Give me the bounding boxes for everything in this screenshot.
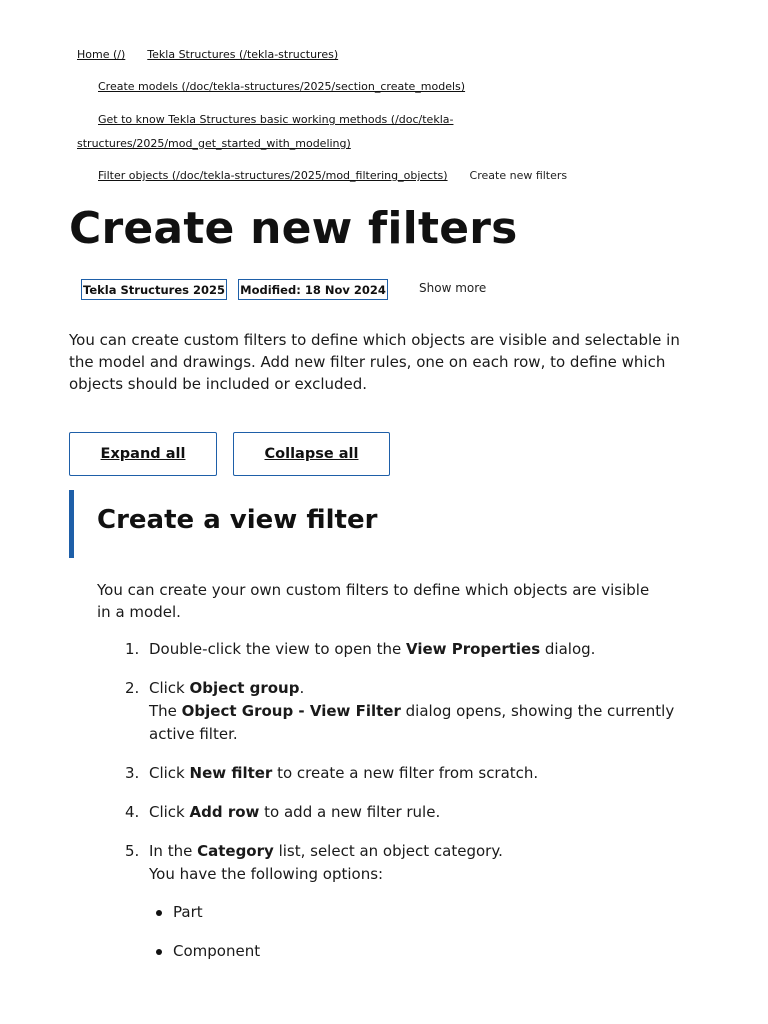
breadcrumb-basic-methods-link[interactable]: Get to know Tekla Structures basic working methods (/doc/tekla- — [98, 113, 454, 126]
step-number: 4. — [125, 803, 140, 821]
section-title[interactable]: Create a view filter — [97, 505, 378, 535]
step-text: In the — [149, 842, 198, 860]
breadcrumb-row-3b — [77, 132, 351, 156]
step-item — [97, 801, 697, 824]
step-number: 1. — [125, 640, 140, 658]
show-more-link[interactable]: Show more — [419, 281, 487, 295]
step-item — [97, 762, 697, 785]
step-text: The — [149, 702, 182, 720]
step-text: Click — [149, 679, 190, 697]
step-item — [97, 638, 697, 661]
bullet-icon — [156, 949, 162, 955]
breadcrumb-basic-methods-link-cont[interactable]: structures/2025/mod_get_started_with_modeling) — [77, 137, 351, 150]
step-ui-term: Object Group - View Filter — [181, 702, 401, 720]
section-accent-bar — [69, 490, 74, 558]
step-ui-term: Add row — [189, 803, 260, 821]
step-text: dialog. — [540, 640, 596, 658]
list-item — [149, 901, 697, 924]
step-item — [97, 840, 697, 963]
step-text: You have the following options: — [149, 865, 384, 883]
breadcrumb-row-1 — [77, 43, 338, 67]
breadcrumb-home-link[interactable]: Home (/) — [77, 48, 126, 61]
step-number: 5. — [125, 842, 140, 860]
step-text: Click — [149, 764, 190, 782]
step-text: to create a new filter from scratch. — [272, 764, 539, 782]
step-text: Double-click the view to open the — [149, 640, 406, 658]
breadcrumb-row-3 — [98, 108, 453, 132]
list-item — [149, 940, 697, 963]
step-text: list, select an object category. — [273, 842, 503, 860]
collapse-all-button[interactable]: Collapse all — [233, 432, 390, 476]
step-ui-term: View Properties — [405, 640, 541, 658]
section-intro: You can create your own custom filters to define which objects are visible in a model. — [97, 581, 650, 621]
breadcrumb-tekla-link[interactable]: Tekla Structures (/tekla-structures) — [147, 48, 339, 61]
breadcrumb-row-4 — [98, 164, 567, 188]
page-title: Create new filters — [69, 203, 518, 254]
category-options-list — [149, 901, 697, 963]
step-text: dialog opens, showing the currently active filter. — [149, 702, 675, 743]
product-badge: Tekla Structures 2025 — [81, 279, 227, 300]
breadcrumb-row-2 — [98, 75, 465, 99]
breadcrumb-create-models-link[interactable]: Create models (/doc/tekla-structures/2025/section_create_models) — [98, 80, 466, 93]
step-text: Click — [149, 803, 190, 821]
breadcrumb-current: Create new filters — [469, 169, 568, 182]
step-item — [97, 677, 697, 746]
step-ui-term: Category — [197, 842, 274, 860]
option-label: Component — [173, 942, 261, 960]
intro-paragraph: You can create custom filters to define which objects are visible and selectable in the model and drawings. Add new filter rules, one on each row, to define which objects should be included or excluded. — [69, 331, 680, 393]
step-text: to add a new filter rule. — [259, 803, 441, 821]
step-number: 2. — [125, 679, 140, 697]
steps-list — [97, 638, 697, 979]
step-number: 3. — [125, 764, 140, 782]
breadcrumb-filter-objects-link[interactable]: Filter objects (/doc/tekla-structures/2025/mod_filtering_objects) — [98, 169, 448, 182]
modified-badge: Modified: 18 Nov 2024 — [238, 279, 388, 300]
option-label: Part — [173, 903, 203, 921]
bullet-icon — [156, 910, 162, 916]
step-ui-term: Object group — [189, 679, 300, 697]
step-ui-term: New filter — [189, 764, 273, 782]
expand-all-button[interactable]: Expand all — [69, 432, 217, 476]
step-text: . — [299, 679, 305, 697]
